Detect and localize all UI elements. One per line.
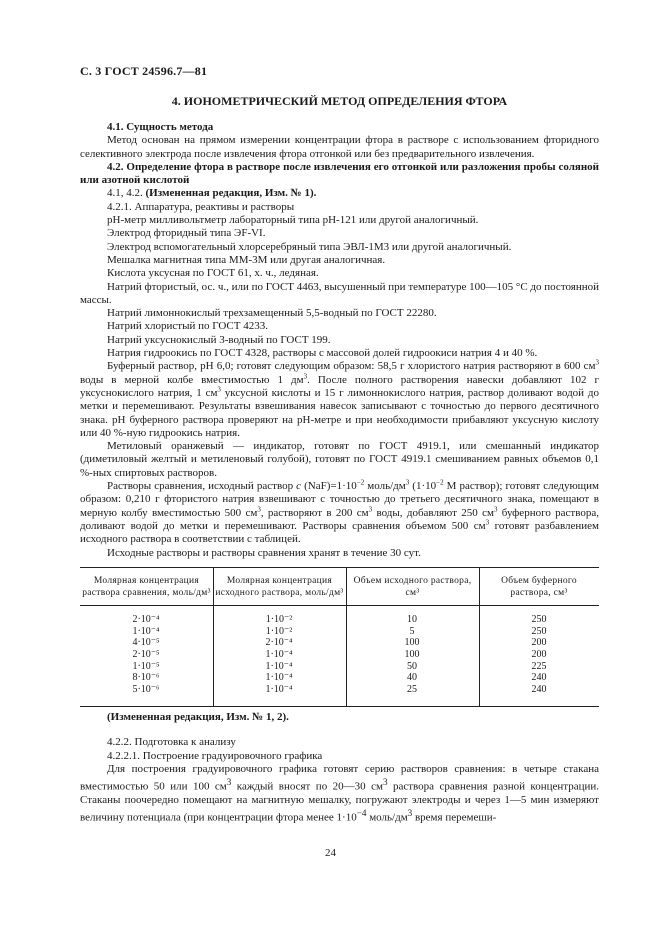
paragraph-method-principle: Метод основан на прямом измерении концентрации фтора в растворе с использованием фторидного селективного электрода после извлечения фтора отгонкой или без предварительного извлечения. xyxy=(80,134,599,160)
table-row xyxy=(80,626,599,638)
table-row xyxy=(80,684,599,696)
subsection-4-2-1-title: 4.2.1. Аппаратура, реактивы и растворы xyxy=(107,200,295,213)
reagent-item: Натрий фтористый, ос. ч., или по ГОСТ 4463, высушенный при температуре 100—105 °С до постоянной массы. xyxy=(80,280,599,306)
table-cell: 2·10⁻⁵ xyxy=(132,649,160,661)
table-cell: 1·10⁻⁴ xyxy=(265,660,293,672)
paragraph-buffer-solution: Буферный раствор, рН 6,0; готовят следующим образом: 58,5 г хлористого натрия растворяют в 600 $см^3$ воды в мерной колбе вместимостью 1 $дм^3$. После полного растворения навески добавляют 102 г уксуснокислого натрия, 1 $см^3$ уксусной кислоты и 15 г лимоннокислого натрия, раствор доливают водой до метки и перемешивают. Результаты взвешивания навесок записывают с точностью до первого десятичного знака. рН буферного раствора проверяют на рН-метре и при необходимости прибавляют уксусную кислоту или 40 %-ную гидроокись натрия. xyxy=(80,358,600,439)
table-cell: 1·10⁻² xyxy=(265,625,293,637)
reagent-item: Натрий лимоннокислый трехзамещенный 5,5-водный по ГОСТ 22280. xyxy=(107,307,437,320)
table-cell: 40 xyxy=(407,672,417,684)
subsection-4-2-title: 4.2. Определение фтора в растворе после извлечения его отгонкой или разложения пробы соляной или азотной кислотой xyxy=(80,160,599,187)
table-row xyxy=(80,637,599,649)
table-cell: 10 xyxy=(407,614,417,625)
section-title: 4. ИОНОМЕТРИЧЕСКИЙ МЕТОД ОПРЕДЕЛЕНИЯ ФТОРА xyxy=(171,94,508,108)
table-cell: 240 xyxy=(531,672,547,684)
paragraph-storage: Исходные растворы и растворы сравнения хранят в течение 30 сут. xyxy=(107,546,421,559)
table-cell: 250 xyxy=(531,614,547,625)
table-row xyxy=(80,614,599,626)
table-cell: 50 xyxy=(407,660,417,672)
table-cell: 225 xyxy=(531,660,547,672)
equipment-item: рН-метр милливольтметр лабораторный типа рН-121 или другой аналогичный. xyxy=(107,214,479,227)
table-row xyxy=(80,672,599,684)
table-header xyxy=(80,568,599,606)
amendment-note-table: (Измененная редакция, Изм. № 1, 2). xyxy=(107,711,289,723)
reagent-item: Натрия гидроокись по ГОСТ 4328, растворы с массовой долей гидроокиси натрия 4 и 40 %. xyxy=(107,347,538,360)
subsection-4-2-2-title: 4.2.2. Подготовка к анализу xyxy=(107,736,236,749)
section-continuation xyxy=(80,711,599,825)
equipment-item: Электрод фторидный типа ЭF-VI. xyxy=(107,227,266,240)
table-cell: 250 xyxy=(531,625,547,637)
reagent-item: Натрий хлористый по ГОСТ 4233. xyxy=(107,320,268,333)
table-cell: 8·10⁻⁶ xyxy=(132,672,160,684)
table-cell: 1·10⁻⁴ xyxy=(265,672,293,684)
table-cell: 200 xyxy=(531,637,547,649)
paragraph-calibration: Для построения градуировочного графика готовят серию растворов сравнения: в четыре стакана вместимостью 50 или 100 $см^3$ каждый вносят по 20—30 $см^3$ раствора сравнения разной концентрации. Стаканы поочередно помещают на магнитную мешалку, погружают электроды и через 1—5 мин измеряют величину потенциала (при концентрации фтора менее $1\cdot 10^{-4}$ моль/$дм^3$ время перемеши- xyxy=(80,762,599,825)
table-row xyxy=(80,661,599,673)
table-cell: 25 xyxy=(407,684,417,696)
equipment-item: Мешалка магнитная типа ММ-3М или другая аналогичная. xyxy=(107,253,386,266)
table-cell: 2·10⁻⁴ xyxy=(265,637,293,649)
table-cell: 1·10⁻⁴ xyxy=(265,649,293,661)
table-cell: 100 xyxy=(404,637,420,649)
table-cell: 5·10⁻⁶ xyxy=(132,684,160,696)
table-cell: 100 xyxy=(404,649,420,661)
table-cell: 240 xyxy=(531,684,547,696)
page-number: 24 xyxy=(325,847,336,859)
table-cell: 1·10⁻⁴ xyxy=(265,684,293,696)
table-cell: 4·10⁻⁵ xyxy=(132,637,160,649)
subsection-4-2-2-1-title: 4.2.2.1. Построение градуировочного графика xyxy=(107,749,323,762)
table-row xyxy=(80,649,599,661)
section-body xyxy=(80,121,599,560)
amendment-note-4-1-4-2: 4.1, 4.2. (Измененная редакция, Изм. № 1). xyxy=(107,187,317,200)
table-header-cell: Объем буферного раствора, см³ xyxy=(501,575,577,598)
table-cell: 2·10⁻⁴ xyxy=(132,614,160,625)
subsection-4-1-title: 4.1. Сущность метода xyxy=(107,121,214,133)
table-cell: 1·10⁻⁴ xyxy=(132,625,160,637)
table-body xyxy=(80,614,599,696)
table-header-cell: Молярная концентрация раствора сравнения, моль/дм³ xyxy=(82,575,211,598)
page-header: С. 3 ГОСТ 24596.7—81 xyxy=(80,64,208,78)
paragraph-comparison-solutions: Растворы сравнения, исходный раствор c $(NaF)=1\cdot 10^{-2}$ моль/$дм^3$ ($1\cdot 10^{-2}$ М раствор); готовят следующим образом: 0,210 г фтористого натрия взвешивают с точностью до третьего десятичного знака, помещают в мерную колбу вместимостью 500 $см^3$, растворяют в 200 $см^3$ воды, добавляют 250 $см^3$ буферного раствора, доливают водой до метки и перемешивают. Растворы сравнения объемом 500 $см^3$ готовят разбавлением исходного раствора в соответствии с таблицей. xyxy=(80,478,599,546)
reagent-item: Натрий уксуснокислый 3-водный по ГОСТ 199. xyxy=(107,333,331,346)
paragraph-indicator: Метиловый оранжевый — индикатор, готовят по ГОСТ 4919.1, или смешанный индикатор (диметиловый желтый и метиленовый голубой), готовят по ГОСТ 4919.1 смешиванием равных объемов 0,1 %-ных спиртовых растворов. xyxy=(80,440,599,479)
reagent-item: Кислота уксусная по ГОСТ 61, х. ч., ледяная. xyxy=(107,267,319,280)
table-cell: 1·10⁻² xyxy=(265,614,293,625)
table-cell: 5 xyxy=(409,625,415,637)
dilution-table xyxy=(80,567,599,707)
table-header-cell: Объем исходного раствора, см³ xyxy=(353,575,472,598)
table-cell: 200 xyxy=(531,649,547,661)
table-header-cell: Молярная концентрация исходного раствора, моль/дм³ xyxy=(215,575,344,598)
equipment-item: Электрод вспомогательный хлорсеребряный типа ЭВЛ-1М3 или другой аналогичный. xyxy=(107,240,512,253)
table-cell: 1·10⁻⁵ xyxy=(132,660,160,672)
